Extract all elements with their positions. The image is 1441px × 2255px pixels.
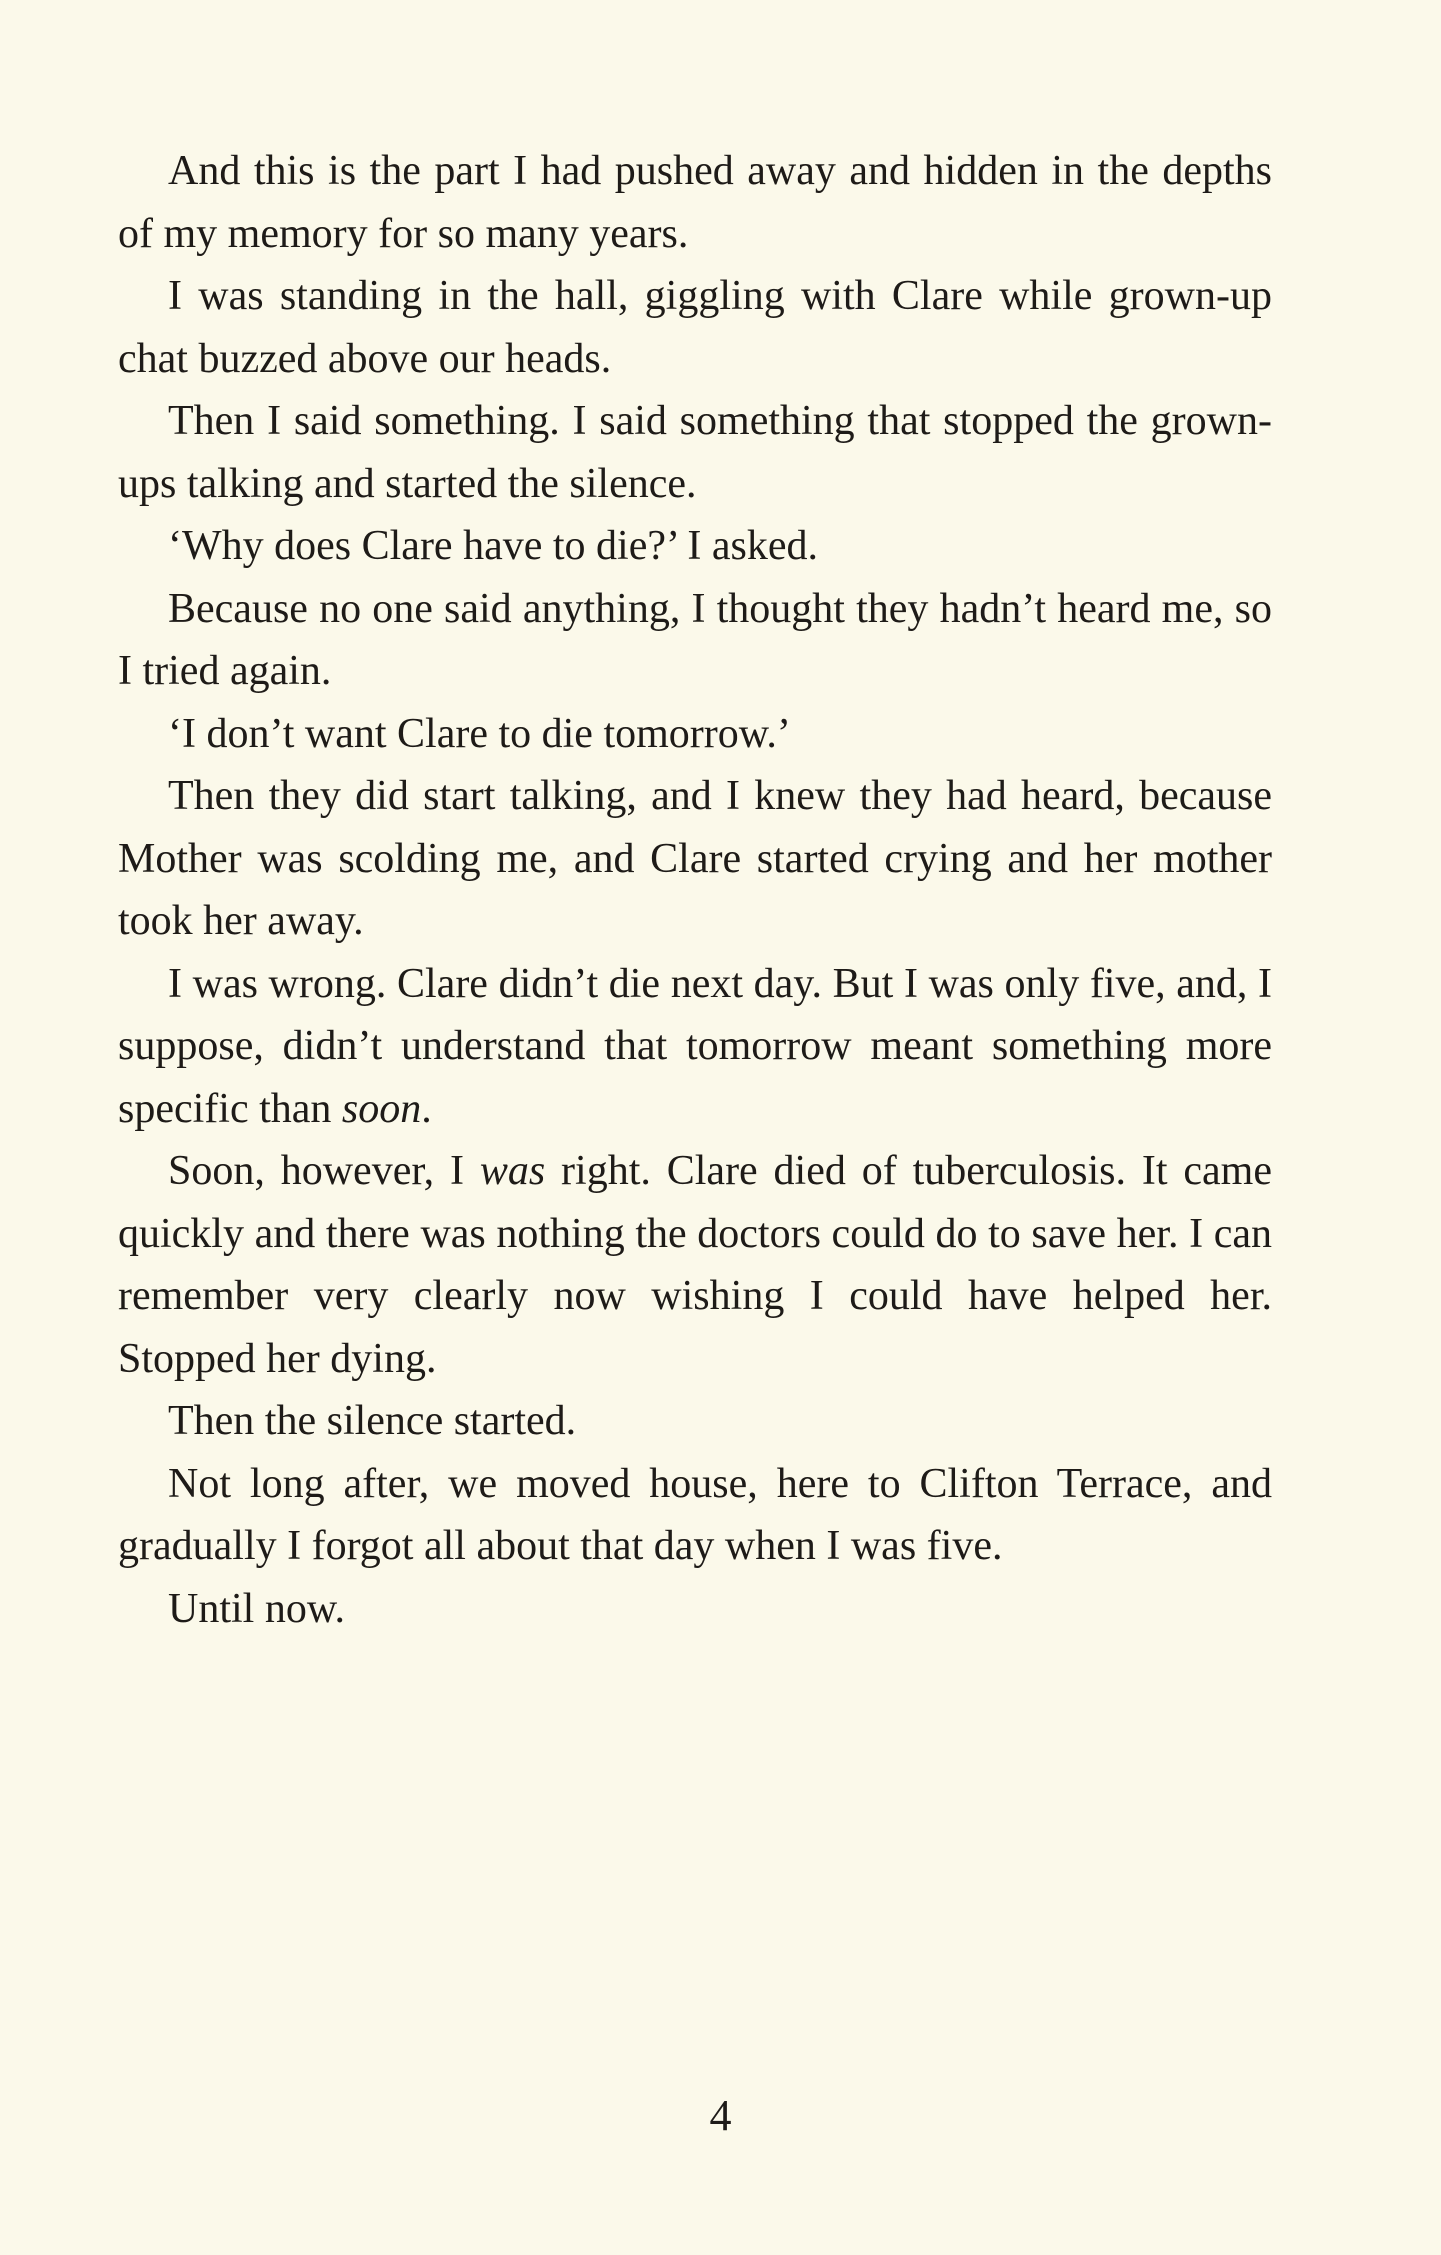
- paragraph: [118, 953, 1272, 1141]
- emphasis-text: was: [479, 1148, 546, 1194]
- paragraph-text: Soon, however, I: [168, 1148, 480, 1194]
- paragraph-text: I was wrong. Clare didn’t die next day. But I was only five, and, I suppose, didn’t understand that tomorrow meant something more specific than: [118, 960, 1272, 1132]
- emphasis-text: soon: [341, 1085, 422, 1132]
- paragraph-text: .: [421, 1085, 432, 1132]
- paragraph: [118, 1140, 1272, 1390]
- paragraph: ‘Why does Clare have to die?’ I asked.: [168, 523, 818, 569]
- paragraph: Because no one said anything, I thought they hadn’t heard me, so I tried again.: [118, 585, 1272, 694]
- paragraph: Then they did start talking, and I knew they had heard, because Mother was scolding me, and Clare started crying and her mother took her away.: [118, 773, 1272, 944]
- paragraph: Until now.: [168, 1585, 345, 1632]
- page-number: 4: [709, 2091, 732, 2140]
- paragraph: Then I said something. I said something that stopped the grown-ups talking and started the silence.: [118, 398, 1272, 507]
- paragraph: I was standing in the hall, giggling with Clare while grown-up chat buzzed above our heads.: [118, 273, 1272, 382]
- paragraph: Then the silence started.: [168, 1398, 577, 1444]
- paragraph: And this is the part I had pushed away and hidden in the depths of my memory for so many years.: [118, 148, 1272, 257]
- body-text: [118, 140, 1272, 1640]
- paragraph-text: right. Clare died of tuberculosis. It came quickly and there was nothing the doctors could do to save her. I can remember very clearly now wishing I could have helped her. Stopped her dying.: [118, 1148, 1272, 1382]
- paragraph: ‘I don’t want Clare to die tomorrow.’: [168, 710, 791, 757]
- paragraph: Not long after, we moved house, here to Clifton Terrace, and gradually I forgot all about that day when I was five.: [118, 1460, 1272, 1569]
